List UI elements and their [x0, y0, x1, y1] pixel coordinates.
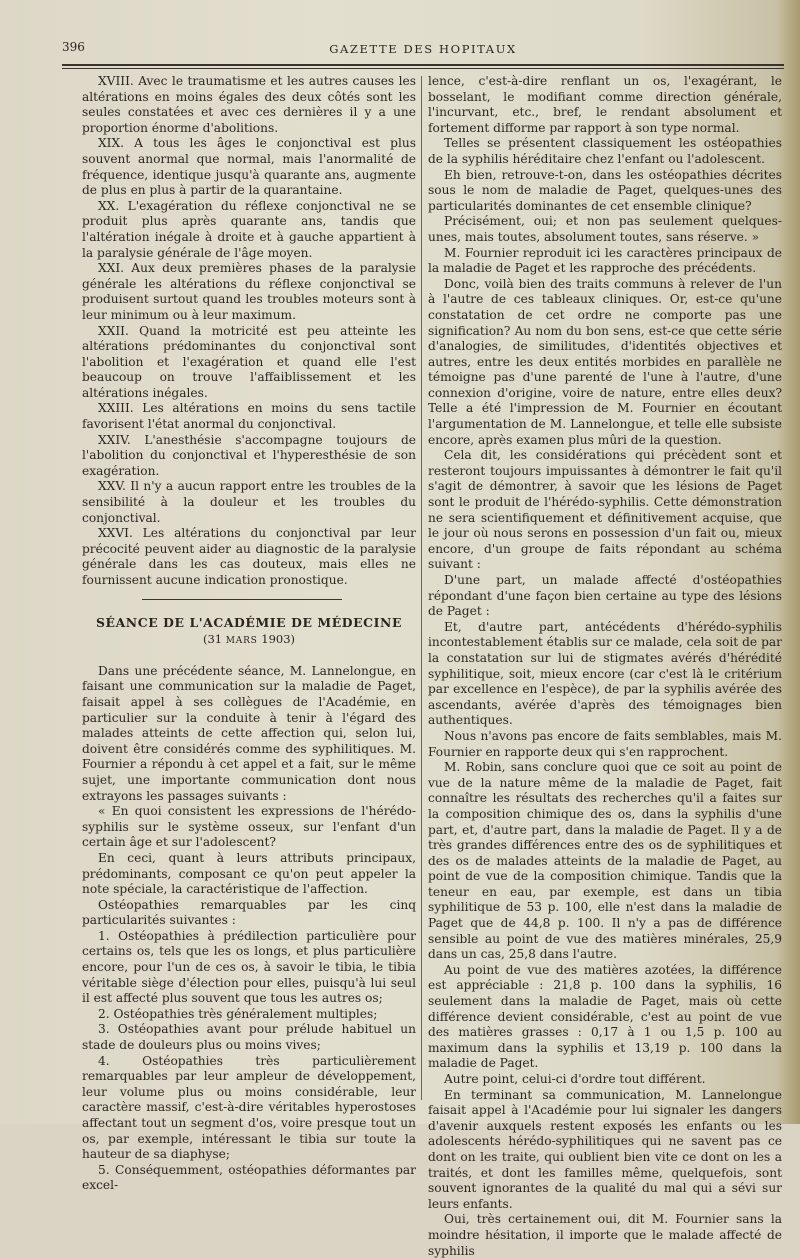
section-date-month: MARS [225, 636, 258, 647]
paragraph: Cela dit, les considérations qui précèdent sont et resteront toujours impuissantes à démontrer le fait qu'il s'agit de démontrer, à savoir que les lésions de Paget sont le produit de l'hérédo-syphilis. Cette démonstration ne sera scientifiquement et définitivement acquise, que le jour où nous serons en possession d'un fait ou, mieux encore, d'un groupe de faits répondant au schéma suivant : [428, 448, 782, 572]
paragraph: M. Fournier reproduit ici les caractères principaux de la maladie de Paget et les rapproche des précédents. [428, 245, 782, 276]
paragraph: Et, d'autre part, antécédents d'hérédo-syphilis incontestablement établis sur ce malade, cela soit de par la constatation sur lui de stigmates avérés d'hérédité syphilitique, soit, mieux encore (car c'est là le critérium par excellence en l'espèce), de par la syphilis avérée des ascendants, avérée d'après des témoignages bien authentiques. [428, 619, 782, 728]
page-number: 396 [62, 40, 85, 54]
paragraph: XVIII. Avec le traumatisme et les autres causes les altérations en moins égales des deux côtés sont les seules constatées et avec ces dernières il y a une proportion énorme d'abolitions. [82, 74, 416, 135]
paragraph: XX. L'exagération du réflexe conjonctival ne se produit plus après quarante ans, tandis que l'altération inégale à droite et à gauche appartient à la paralysie générale de l'âge moyen. [82, 198, 416, 260]
paragraph: 4. Ostéopathies très particulièrement remarquables par leur ampleur de développement, leur volume plus ou moins considérable, leur caractère massif, c'est-à-dire véritables hyperostoses affectant tout un segment d'os, voire presque tout un os, par exemple, intéressant le tibia sur toute la hauteur de sa diaphyse; [82, 1053, 416, 1162]
paragraph: lence, c'est-à-dire renflant un os, l'exagérant, le bosselant, le modifiant comme direction générale, l'incurvant, etc., bref, le rendant absolument et fortement difforme par rapport à son type normal. [428, 74, 782, 135]
paragraph: Donc, voilà bien des traits communs à relever de l'un à l'autre de ces tableaux cliniques. Or, est-ce qu'une constatation de cet ordre ne comporte pas une signification? Au nom du bon sens, est-ce que cette série d'analogies, de similitudes, d'identités objectives et autres, entre les deux entités morbides en parallèle ne témoigne pas d'une parenté de l'une à l'autre, d'une connexion d'origine, voire de nature, entre elles deux? Telle a été l'impression de M. Fournier en écoutant l'argumentation de M. Lannelongue, et telle elle subsiste encore, après examen plus mûri de la question. [428, 276, 782, 447]
section-date [82, 632, 416, 650]
paragraph: Au point de vue des matières azotées, la différence est appréciable : 21,8 p. 100 dans la syphilis, 16 seulement dans la maladie de Paget, mais où cette différence devient considérable, c'est au point de vue des matières grasses : 0,17 à 1 ou 1,5 p. 100 au maximum dans la syphilis et 13,19 p. 100 dans la maladie de Paget. [428, 962, 782, 1071]
paragraph: « En quoi consistent les expressions de l'hérédo-syphilis sur le système osseux, sur l'enfant d'un certain âge et sur l'adolescent? [82, 804, 416, 850]
paragraph: Nous n'avons pas encore de faits semblables, mais M. Fournier en rapporte deux qui s'en rapprochent. [428, 728, 782, 759]
paragraph: Oui, très certainement oui, dit M. Fournier sans la moindre hésitation, il importe que le malade affecté de syphilis [428, 1212, 782, 1258]
paragraph: 1. Ostéopathies à prédilection particulière pour certains os, tels que les os longs, et plus particulière encore, pour l'un de ces os, à savoir le tibia, le tibia véritable siège d'élection pour elles, puisqu'à lui seul il est affecté plus souvent que tous les autres os; [82, 928, 416, 1006]
paragraph: XXII. Quand la motricité est peu atteinte les altérations prédominantes du conjonctival sont l'abolition et l'exagération et quand elle l'est beaucoup on trouve l'affaiblissement et les altérations inégales. [82, 323, 416, 400]
paragraph: M. Robin, sans conclure quoi que ce soit au point de vue de la nature même de la maladie de Paget, fait connaître les résultats des recherches qu'il a faites sur la composition chimique des os, dans la syphilis d'une part, et, d'autre part, dans la maladie de Paget. Il y a de très grandes différences entre des os de syphilitiques et des os de malades atteints de la maladie de Paget, au point de vue de la composition chimique. Tandis que la teneur en eau, par exemple, est dans un tibia syphilitique de 53 p. 100, elle n'est dans la maladie de Paget que de 44,8 p. 100. Il n'y a pas de différence sensible au point de vue des matières minérales, 25,9 dans un cas, 25,8 dans l'autre. [428, 760, 782, 962]
paragraph: D'une part, un malade affecté d'ostéopathies répondant d'une façon bien certaine au type des lésions de Paget : [428, 573, 782, 619]
paragraph: 2. Ostéopathies très généralement multiples; [98, 1006, 378, 1021]
paragraph: Telles se présentent classiquement les ostéopathies de la syphilis héréditaire chez l'enfant ou l'adolescent. [428, 136, 782, 166]
paragraph: XXIII. Les altérations en moins du sens tactile favorisent l'état anormal du conjonctival. [82, 401, 416, 432]
running-title: GAZETTE DES HOPITAUX [329, 42, 517, 56]
separator-line [142, 599, 342, 600]
paragraph: En ceci, quant à leurs attributs principaux, prédominants, composant ce qu'on peut appeler la note spéciale, la caractéristique de l'affection. [82, 850, 416, 897]
paragraph: Dans une précédente séance, M. Lannelongue, en faisant une communication sur la maladie de Paget, faisait appel à ses collègues de l'Académie, en particulier sur la conduite à tenir à l'égard des malades atteints de cette affection qui, selon lui, doivent être considérés comme des syphilitiques. M. Fournier a répondu à cet appel et a fait, sur le même sujet, une importante communication dont nous extrayons les passages suivants : [82, 663, 416, 803]
header-rule-thin [62, 68, 784, 69]
paragraph: Ostéopathies remarquables par les cinq particularités suivantes : [82, 897, 416, 928]
paragraph: Précisément, oui; et non pas seulement quelques-unes, mais toutes, absolument toutes, sans réserve. » [428, 214, 782, 244]
paragraph: XXI. Aux deux premières phases de la paralysie générale les altérations du réflexe conjonctival se produisent surtout quand les troubles moteurs sont à leur minimum ou à leur maximum. [82, 261, 416, 322]
section-date-day: (31 [202, 632, 223, 647]
paragraph: XXIV. L'anesthésie s'accompagne toujours de l'abolition du conjonctival et l'hyperesthésie de son exagération. [82, 432, 416, 478]
paragraph: XXVI. Les altérations du conjonctival par leur précocité peuvent aider au diagnostic de la paralysie générale dans les cas douteux, mais elles ne fournissent aucune indication pronostique. [82, 526, 416, 587]
section-date-year: 1903) [261, 632, 296, 647]
paragraph: 3. Ostéopathies avant pour prélude habituel un stade de douleurs plus ou moins vives; [82, 1022, 416, 1053]
section-separator [82, 589, 416, 615]
page-header [62, 38, 784, 60]
paragraph: XIX. A tous les âges le conjonctival est plus souvent anormal que normal, mais l'anormalité de fréquence, identique jusqu'à quarante ans, augmente de plus en plus à partir de la quarantaine. [82, 136, 416, 198]
paragraph: En terminant sa communication, M. Lannelongue faisait appel à l'Académie pour lui signaler les dangers d'avenir auxquels restent exposés les enfants ou les adolescents hérédo-syphilitiques qui ne savent pas ce dont on les traite, qui oublient bien vite ce dont on les a traités, et dont les familles même, quelquefois, sont souvent ignorantes de la qualité du mal qui a sévi sur leurs enfants. [428, 1087, 782, 1211]
column-divider [421, 76, 422, 1100]
section-title: SÉANCE DE L'ACADÉMIE DE MÉDECINE [96, 614, 402, 630]
paragraph: Eh bien, retrouve-t-on, dans les ostéopathies décrites sous le nom de maladie de Paget, quelques-unes des particularités dominantes de cet ensemble clinique? [428, 167, 782, 213]
header-rule [62, 64, 784, 66]
paragraph: 5. Conséquemment, ostéopathies déformantes par excel- [82, 1162, 416, 1193]
paragraph: XXV. Il n'y a aucun rapport entre les troubles de la sensibilité à la douleur et les troubles du conjonctival. [82, 479, 416, 525]
paragraph: Autre point, celui-ci d'ordre tout différent. [444, 1072, 706, 1086]
right-column [428, 74, 782, 1259]
left-column [82, 74, 416, 1194]
